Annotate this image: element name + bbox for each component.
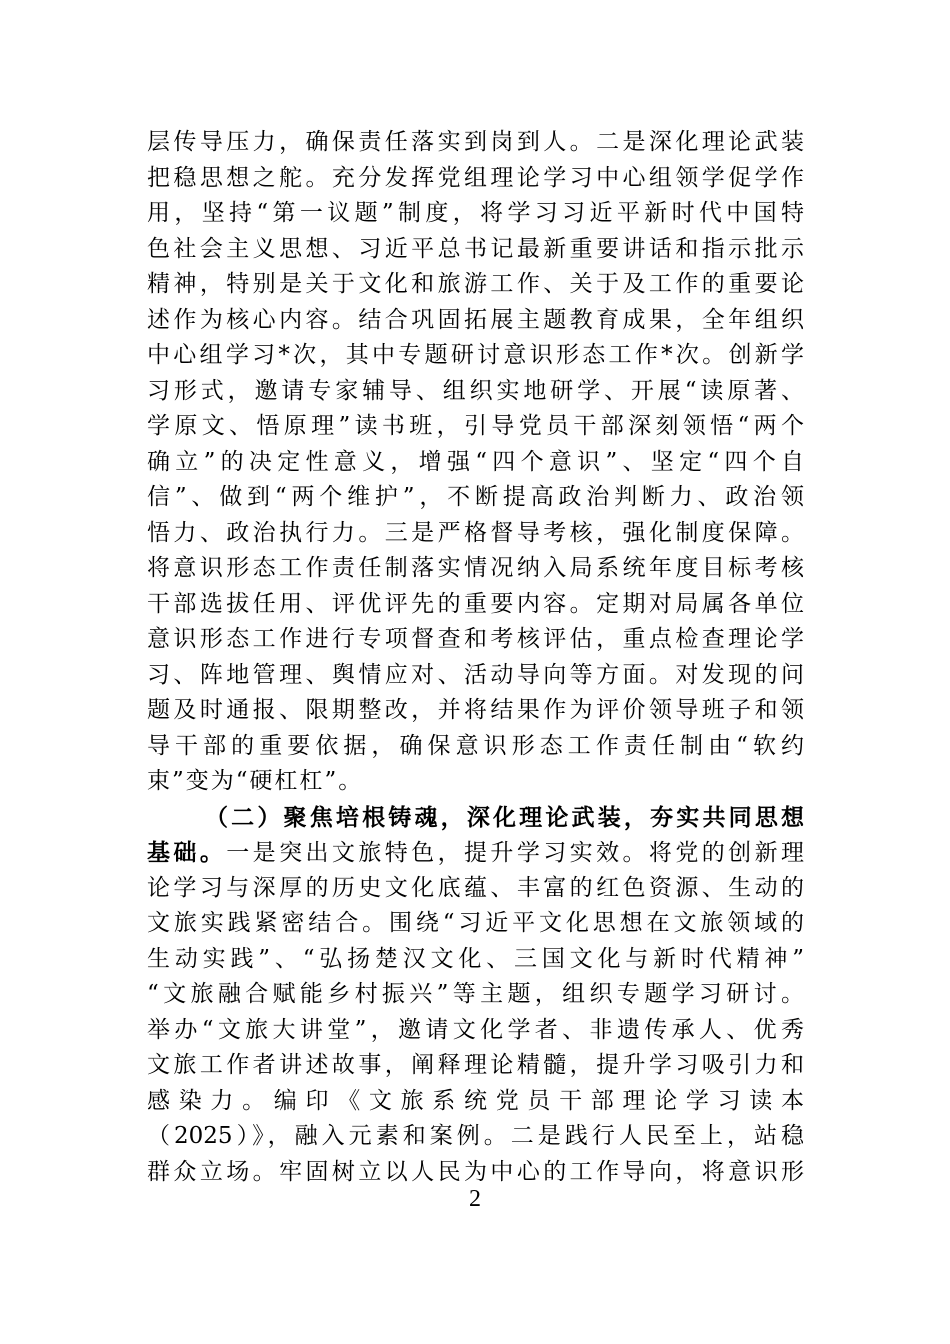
text-line [147,622,804,658]
text-line [147,551,804,587]
text-line [147,1048,804,1084]
text-line [147,1013,804,1049]
text-line [147,232,804,268]
text-line [147,267,804,303]
line-text: 习、阵地管理、舆情应对、活动导向等方面。对发现的问 [147,661,804,688]
line-text: 确立”的决定性意义，增强“四个意识”、坚定“四个自 [147,448,804,475]
text-line [147,1155,804,1191]
line-text: （2025）》，融入元素和案例。二是践行人民至上，站稳 [147,1123,804,1149]
text-line [147,835,804,871]
line-text: 学原文、悟原理”读书班，引导党员干部深刻领悟“两个 [147,413,804,439]
line-text: 举办“文旅大讲堂”，邀请文化学者、非遗传承人、优秀 [147,1016,804,1043]
section-heading: 基础。 [147,839,227,866]
text-line [147,1084,804,1120]
text-line [147,196,804,232]
line-text: 论学习与深厚的历史文化底蕴、丰富的红色资源、生动的 [147,874,804,901]
text-line [147,161,804,197]
line-text: 精神，特别是关于文化和旅游工作、关于及工作的重要论 [147,271,804,297]
line-text: 导干部的重要依据，确保意识形态工作责任制由“软约 [147,732,804,759]
text-line [147,906,804,942]
text-line [147,445,804,481]
line-text: 群众立场。牢固树立以人民为中心的工作导向，将意识形 [147,1158,804,1185]
text-line [147,516,804,552]
line-text: 意识形态工作进行专项督查和考核评估，重点检查理论学 [147,626,804,652]
text-line [147,338,804,374]
line-text: 层传导压力，确保责任落实到岗到人。二是深化理论武装 [147,129,804,155]
line-text: 悟力、政治执行力。三是严格督导考核，强化制度保障。 [147,519,804,546]
section-heading: （二）聚焦培根铸魂，深化理论武装，夯实共同思想 [205,803,804,831]
text-line [147,587,804,623]
text-line [147,125,804,161]
body-text [147,125,804,1190]
text-line [147,764,804,800]
line-text: 用，坚持“第一议题”制度，将学习习近平新时代中国特 [147,200,804,226]
line-text: 感染力。编印《文旅系统党员干部理论学习读本 [147,1087,804,1114]
text-line [147,409,804,445]
text-line [147,374,804,410]
text-line [147,977,804,1013]
line-text: 文旅实践紧密结合。围绕“习近平文化思想在文旅领域的 [147,910,804,936]
line-text: 将意识形态工作责任制落实情况纳入局系统年度目标考核 [147,555,804,581]
line-text: 干部选拔任用、评优评先的重要内容。定期对局属各单位 [147,590,804,617]
line-text: 把稳思想之舵。充分发挥党组理论学习中心组领学促学作 [147,164,804,191]
page-number: 2 [469,1186,481,1212]
line-text: 述作为核心内容。结合巩固拓展主题教育成果，全年组织 [147,306,804,333]
line-text: 中心组学习*次，其中专题研讨意识形态工作*次。创新学 [147,342,804,368]
line-text: 生动实践”、“弘扬楚汉文化、三国文化与新时代精神” [147,945,804,972]
line-text: “文旅融合赋能乡村振兴”等主题，组织专题学习研讨。 [147,981,804,1007]
text-line [147,871,804,907]
text-line [147,1119,804,1155]
text-line [147,303,804,339]
line-text: 习形式，邀请专家辅导、组织实地研学、开展“读原著、 [147,377,804,404]
section-heading-line [147,800,804,836]
line-text: 一是突出文旅特色，提升学习实效。将党的创新理 [226,840,804,866]
text-line [147,942,804,978]
line-text: 色社会主义思想、习近平总书记最新重要讲话和指示批示 [147,235,804,262]
text-line [147,658,804,694]
line-text: 题及时通报、限期整改，并将结果作为评价领导班子和领 [147,697,804,723]
line-text: 文旅工作者讲述故事，阐释理论精髓，提升学习吸引力和 [147,1052,804,1078]
text-line [147,693,804,729]
text-line [147,729,804,765]
line-text: 束”变为“硬杠杠”。 [147,768,364,794]
line-text: 信”、做到“两个维护”，不断提高政治判断力、政治领 [147,484,804,510]
text-line [147,480,804,516]
